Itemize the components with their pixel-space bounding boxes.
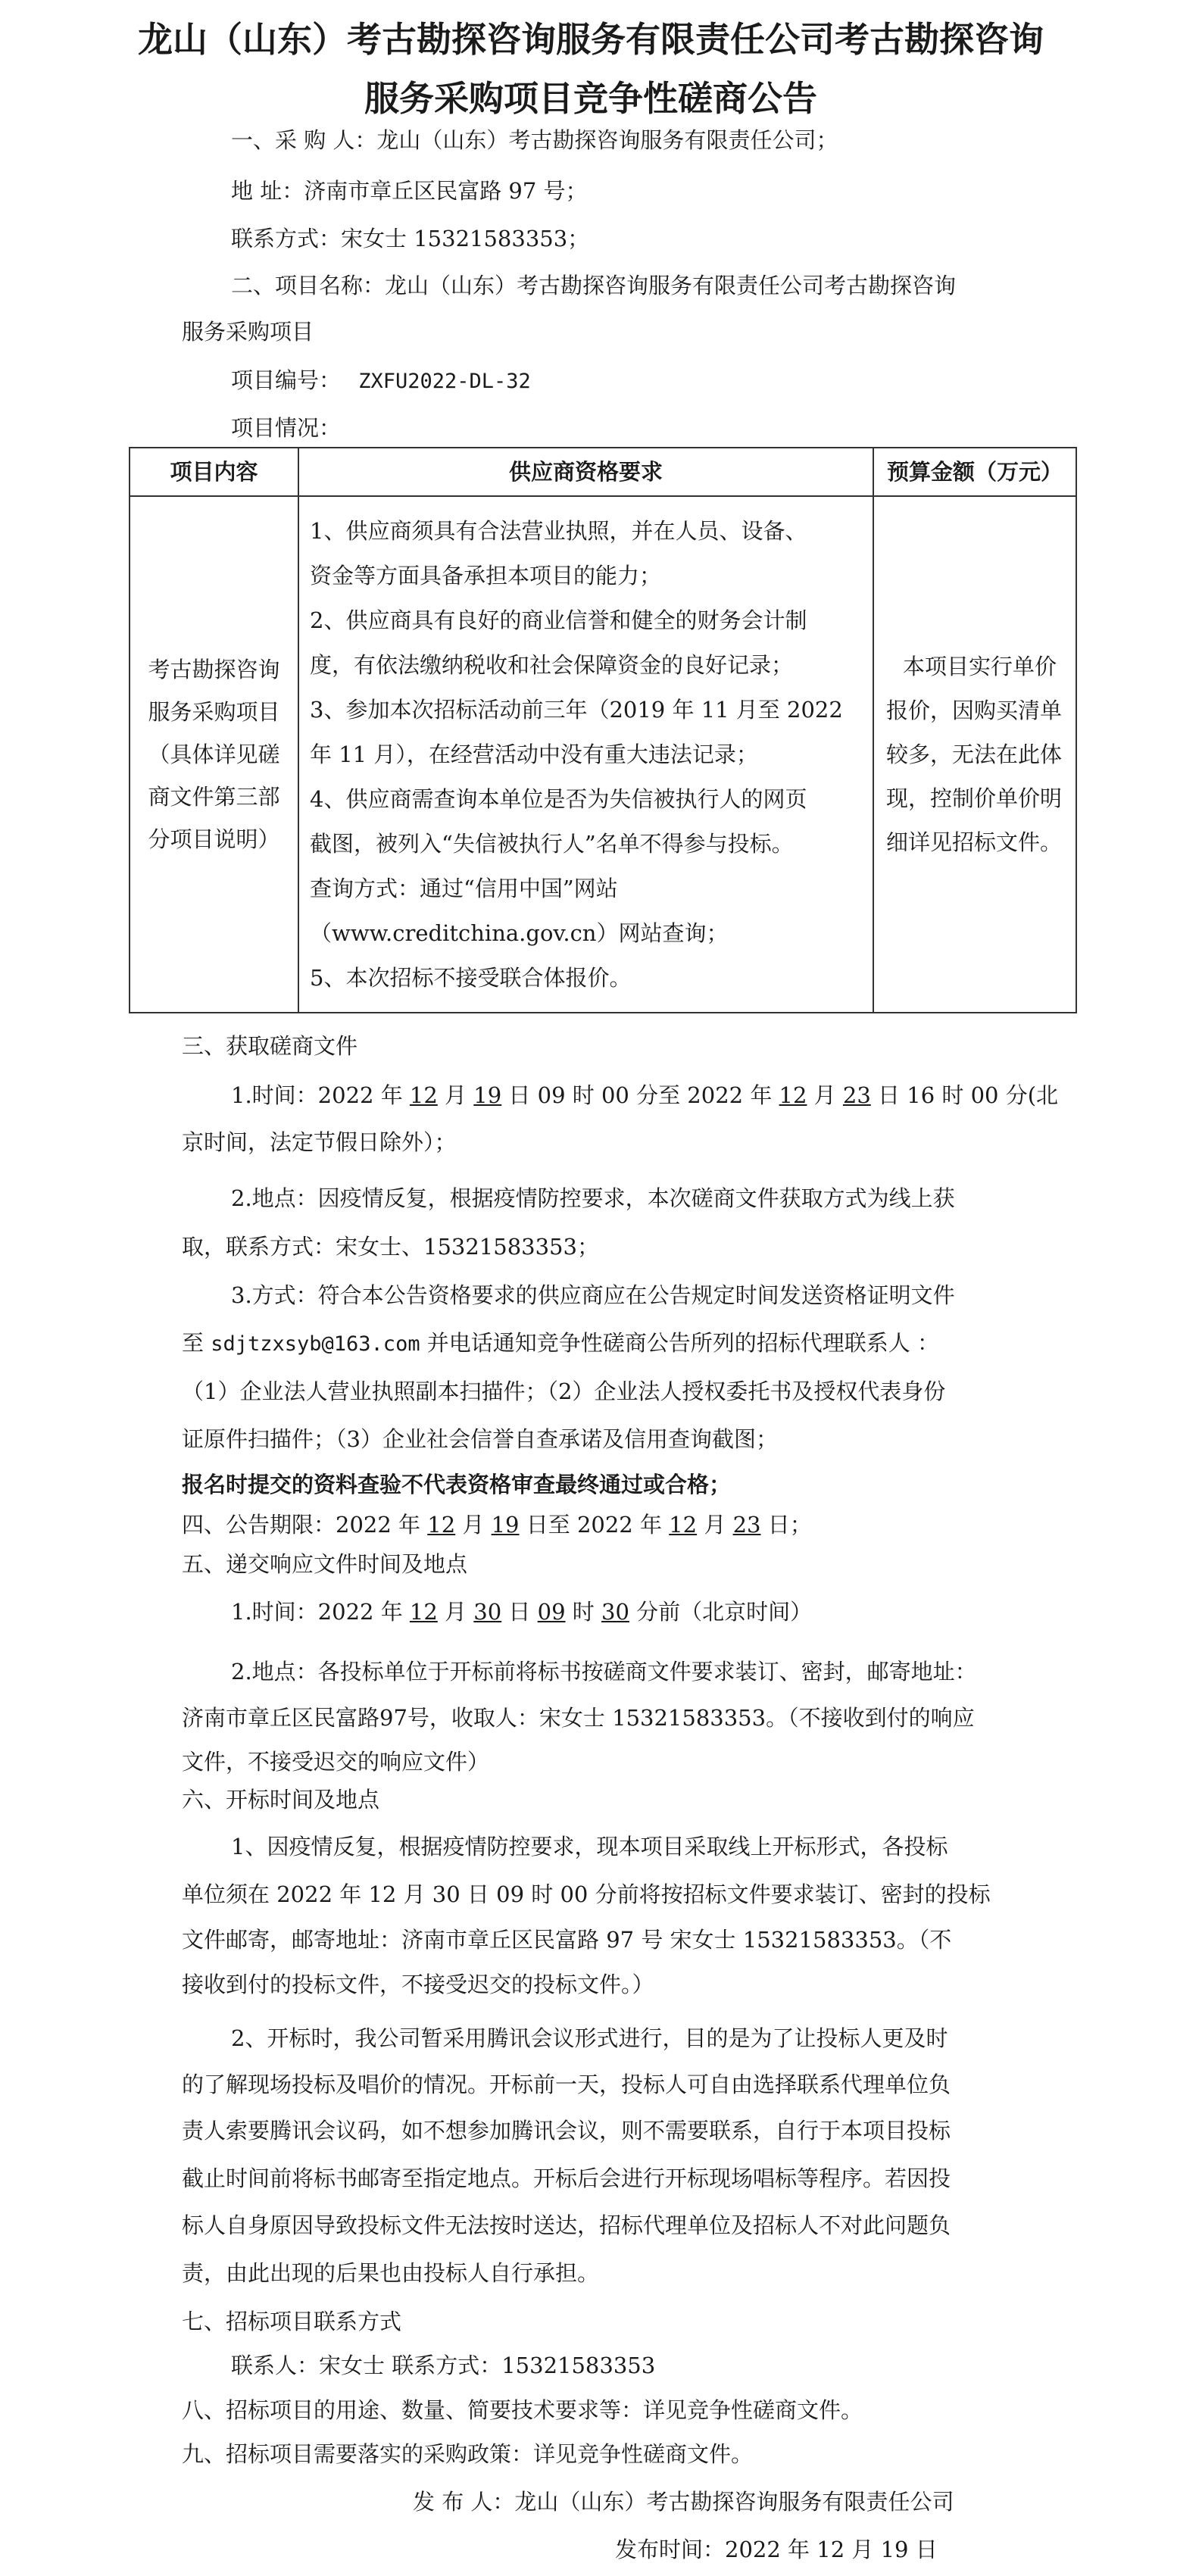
- opening-paragraph-2-line: 的了解现场投标及唱价的情况。开标前一天，投标人可自由选择联系代理单位负: [182, 2072, 951, 2097]
- requirements-table: [129, 447, 1077, 1013]
- required-docs-line-2: 证原件扫描件；（3）企业社会信誉自查承诺及信用查询截图；: [182, 1426, 778, 1452]
- requirement-line: 截图，被列入“失信被执行人”名单不得参与投标。: [310, 830, 794, 857]
- opening-paragraph-2-line: 责，由此出现的后果也由投标人自行承担。: [182, 2260, 600, 2286]
- contact-email: sdjtzxsyb@163.com: [211, 1332, 420, 1356]
- section-7-heading: 七、招标项目联系方式: [182, 2309, 402, 2334]
- acquire-method-line-2: 至 sdjtzxsyb@163.com 并电话通知竞争性磋商公告所列的招标代理联系人 ：: [182, 1330, 940, 1356]
- opening-paragraph-1-line: 1、因疫情反复，根据疫情防控要求，现本项目采取线上开标形式，各投标: [231, 1834, 948, 1859]
- project-number: ZXFU2022-DL-32: [358, 370, 531, 393]
- requirement-line: 度，有依法缴纳税收和社会保障资金的良好记录；: [310, 651, 794, 678]
- budget-line: 本项目实行单价: [903, 654, 1057, 679]
- acquire-time-line-1: 1.时间：2022 年 12 月 19 日 09 时 00 分至 2022 年 12 月 23 日 16 时 00 分(北: [231, 1082, 1059, 1108]
- content-line: 考古勘探咨询: [148, 657, 280, 682]
- table-header-row: [130, 448, 1076, 496]
- header-qualification: 供应商资格要求: [298, 448, 873, 496]
- budget-line: 较多，无法在此体: [886, 742, 1063, 767]
- address-line: 地 址：济南市章丘区民富路 97 号；: [231, 178, 588, 204]
- opening-paragraph-2-line: 截止时间前将标书邮寄至指定地点。开标后会进行开标现场唱标等程序。若因投: [182, 2165, 951, 2191]
- requirement-line: 年 11 月），在经营活动中没有重大违法记录；: [310, 741, 758, 767]
- acquire-method-line-1: 3.方式：符合本公告资格要求的供应商应在公告规定时间发送资格证明文件: [231, 1282, 955, 1308]
- required-docs-line-1: （1）企业法人营业执照副本扫描件；（2）企业法人授权委托书及授权代表身份: [182, 1379, 946, 1404]
- opening-paragraph-2-line: 2、开标时，我公司暂采用腾讯会议形式进行，目的是为了让投标人更及时: [231, 2025, 948, 2051]
- cell-project-content: [130, 496, 298, 1013]
- acquire-time-line-2: 京时间，法定节假日除外）；: [182, 1129, 457, 1155]
- project-situation-label: 项目情况：: [231, 415, 342, 441]
- opening-paragraph-1-line: 接收到付的投标文件，不接受迟交的投标文件。）: [182, 1972, 654, 1997]
- requirement-line: 5、本次招标不接受联合体报价。: [310, 964, 632, 991]
- header-project-content: 项目内容: [130, 448, 298, 496]
- registration-notice: 报名时提交的资料查验不代表资格审查最终通过或合格；: [182, 1472, 732, 1497]
- requirement-line: 1、供应商须具有合法营业执照，并在人员、设备、: [310, 517, 807, 544]
- section-5-heading: 五、递交响应文件时间及地点: [182, 1551, 468, 1577]
- submit-place-line-3: 文件，不接受迟交的响应文件）: [182, 1749, 490, 1775]
- content-line: （具体详见磋: [148, 742, 280, 767]
- project-name-line-1: 二、项目名称：龙山（山东）考古勘探咨询服务有限责任公司考古勘探咨询: [231, 273, 957, 298]
- cell-budget: [873, 496, 1076, 1013]
- submit-time-line: 1.时间：2022 年 12 月 30 日 09 时 30 分前（北京时间）: [231, 1599, 813, 1625]
- content-line: 服务采购项目: [148, 699, 280, 725]
- requirement-line: 2、供应商具有良好的商业信誉和健全的财务会计制: [310, 607, 807, 633]
- cell-qualifications: [298, 496, 873, 1013]
- requirement-line: （www.creditchina.gov.cn）网站查询；: [310, 920, 729, 946]
- requirement-line: 资金等方面具备承担本项目的能力；: [310, 562, 662, 589]
- publish-date-line: 发布时间：2022 年 12 月 19 日: [615, 2537, 938, 2562]
- project-contact-line: 联系人：宋女士 联系方式：15321583353: [231, 2353, 656, 2378]
- contact-line: 联系方式：宋女士 15321583353；: [231, 226, 590, 251]
- project-name-line-2: 服务采购项目: [182, 319, 314, 345]
- document-title-line-2: 服务采购项目竞争性磋商公告: [364, 78, 817, 119]
- section-6-heading: 六、开标时间及地点: [182, 1787, 380, 1813]
- section-9-line: 九、招标项目需要落实的采购政策：详见竞争性磋商文件。: [182, 2441, 754, 2467]
- content-line: 分项目说明）: [148, 826, 280, 852]
- acquire-place-line-2: 取，联系方式：宋女士、15321583353；: [182, 1234, 599, 1260]
- content-line: 商文件第三部: [148, 784, 280, 810]
- requirement-line: 4、供应商需查询本单位是否为失信被执行人的网页: [310, 785, 807, 812]
- opening-paragraph-1-line: 文件邮寄，邮寄地址：济南市章丘区民富路 97 号 宋女士 15321583353。（不: [182, 1927, 952, 1953]
- acquire-place-line-1: 2.地点：因疫情反复，根据疫情防控要求，本次磋商文件获取方式为线上获: [231, 1185, 955, 1211]
- table-row: [130, 496, 1076, 1013]
- opening-paragraph-2-line: 责人索要腾讯会议码，如不想参加腾讯会议，则不需要联系，自行于本项目投标: [182, 2118, 951, 2144]
- submit-place-line-2: 济南市章丘区民富路97号，收取人：宋女士 15321583353。（不接收到付的响应: [182, 1705, 975, 1731]
- section-3-heading: 三、获取磋商文件: [182, 1033, 358, 1059]
- section-8-line: 八、招标项目的用途、数量、简要技术要求等：详见竞争性磋商文件。: [182, 2397, 863, 2423]
- submit-place-line-1: 2.地点：各投标单位于开标前将标书按磋商文件要求装订、密封，邮寄地址：: [231, 1659, 977, 1685]
- publisher-line: 发 布 人：龙山（山东）考古勘探咨询服务有限责任公司: [413, 2489, 954, 2515]
- requirement-line: 查询方式：通过“信用中国”网站: [310, 875, 618, 901]
- section-4-announcement-period: 四、公告期限：2022 年 12 月 19 日至 2022 年 12 月 23 日；: [182, 1512, 812, 1538]
- budget-line: 报价，因购买清单: [886, 698, 1063, 723]
- header-budget: 预算金额（万元）: [873, 448, 1076, 496]
- project-number-line: [231, 365, 531, 397]
- budget-line: 现，控制价单价明: [886, 785, 1063, 811]
- budget-line: 细详见招标文件。: [886, 829, 1063, 855]
- opening-paragraph-1-line: 单位须在 2022 年 12 月 30 日 09 时 00 分前将按招标文件要求装订、密封的投标: [182, 1881, 991, 1907]
- document-title-line-1: 龙山（山东）考古勘探咨询服务有限责任公司考古勘探咨询: [138, 19, 1044, 60]
- requirement-line: 3、参加本次招标活动前三年（2019 年 11 月至 2022: [310, 696, 843, 723]
- purchaser-line: 一、采 购 人：龙山（山东）考古勘探咨询服务有限责任公司；: [231, 127, 838, 153]
- project-number-label: 项目编号：: [231, 367, 342, 393]
- opening-paragraph-2-line: 标人自身原因导致投标文件无法按时送达，招标代理单位及招标人不对此问题负: [182, 2212, 951, 2238]
